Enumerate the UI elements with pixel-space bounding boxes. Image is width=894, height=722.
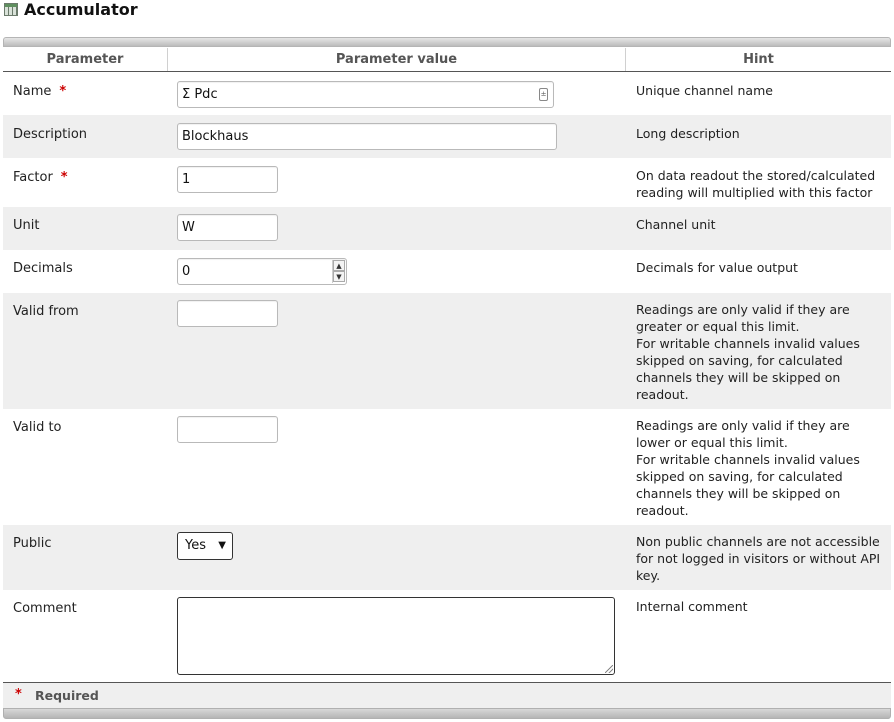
decimals-spinner[interactable] [332,260,345,283]
valid-from-label: Valid from [13,304,79,319]
valid-to-input[interactable] [177,416,278,443]
unit-hint: Channel unit [636,217,716,232]
header-parameter-value: Parameter value [168,48,626,71]
row-valid-from [3,293,891,409]
valid-to-hint-line2: For writable channels invalid values skipped on saving, for calculated channels they will be skipped on readout. [636,452,860,518]
row-comment [3,590,891,682]
row-public [3,525,891,590]
table-footer [3,682,891,708]
public-label: Public [13,536,52,551]
valid-from-input[interactable] [177,300,278,327]
decimals-input-value: 0 [182,264,191,279]
valid-from-hint-line2: For writable channels invalid values skipped on saving, for calculated channels they will be skipped on readout. [636,336,860,402]
decimals-label: Decimals [13,261,73,276]
page-title [4,0,138,20]
valid-to-label: Valid to [13,420,62,435]
public-select-value: Yes [185,538,206,553]
calculator-icon [4,3,18,16]
required-star: * [60,170,68,185]
page-title-text: Accumulator [24,0,138,19]
row-factor [3,158,891,207]
row-name [3,72,891,115]
unit-label: Unit [13,218,40,233]
comment-label: Comment [13,601,77,616]
spin-up-icon[interactable]: ▲ [333,260,345,271]
public-hint: Non public channels are not accessible for not logged in visitors or without API key. [636,534,881,583]
header-parameter: Parameter [3,48,168,71]
table-top-bar [3,37,891,47]
table-bottom-bar [3,708,891,719]
valid-from-hint-line1: Readings are only valid if they are greater or equal this limit. [636,302,850,334]
required-star: * [59,84,67,99]
name-input[interactable] [177,81,554,108]
unit-input[interactable]: W [177,214,278,241]
name-label: Name [13,84,52,99]
valid-to-hint [636,417,886,519]
row-unit [3,207,891,250]
public-select[interactable] [177,532,233,560]
header-hint: Hint [743,52,774,67]
comment-hint: Internal comment [636,599,748,614]
dropdown-arrow-icon: ▼ [218,540,226,551]
required-legend: Required [35,688,99,703]
resize-grip-icon[interactable] [605,665,613,673]
row-valid-to [3,409,891,525]
factor-input[interactable]: 1 [177,166,278,193]
name-input-value: Σ Pdc [182,87,218,102]
table-header [3,48,891,72]
comment-textarea[interactable] [177,597,615,675]
row-description [3,115,891,158]
factor-label: Factor [13,170,53,185]
valid-to-hint-line1: Readings are only valid if they are lower or equal this limit. [636,418,850,450]
description-hint: Long description [636,126,740,141]
valid-from-hint [636,301,886,403]
spin-down-icon[interactable]: ▼ [333,271,345,282]
description-input[interactable]: Blockhaus [177,123,557,150]
row-decimals [3,250,891,293]
name-hint: Unique channel name [636,83,773,98]
keyboard-icon[interactable]: ± [539,88,548,101]
required-star: * [15,687,22,702]
description-label: Description [13,127,88,142]
factor-hint: On data readout the stored/calculated reading will multiplied with this factor [636,168,876,200]
decimals-hint: Decimals for value output [636,260,798,275]
decimals-input[interactable] [177,258,347,285]
